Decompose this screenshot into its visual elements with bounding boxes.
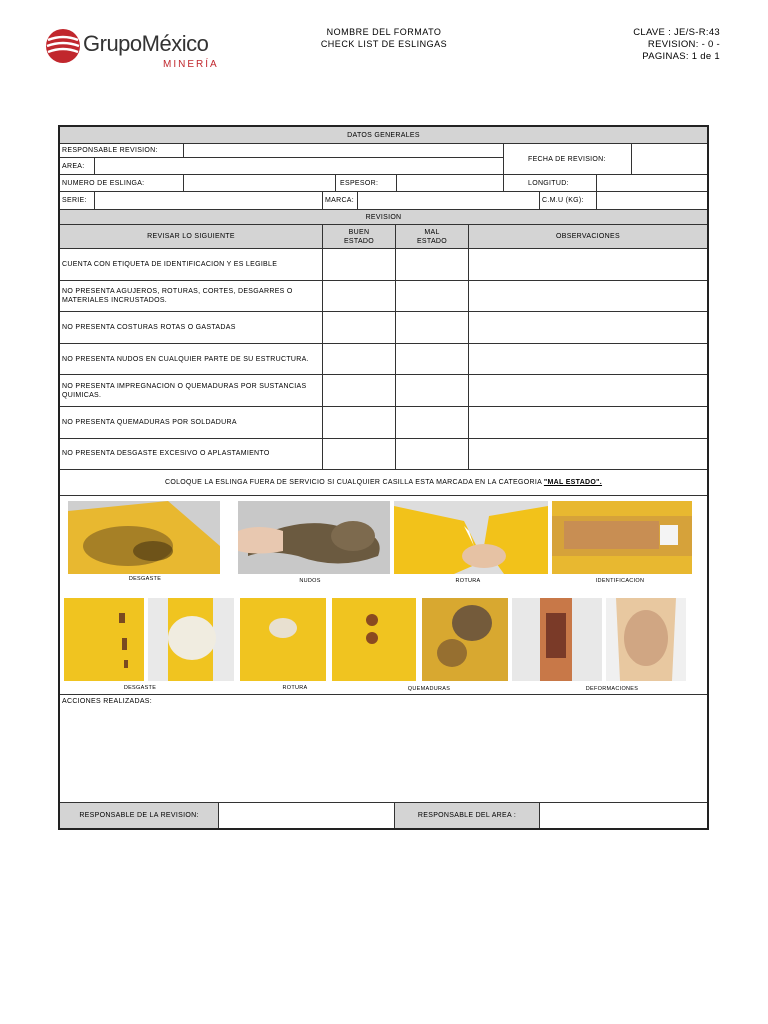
checklist-item: NO PRESENTA IMPREGNACION O QUEMADURAS POR SUSTANCIAS QUIMICAS. [60, 374, 322, 406]
checkbox-mal-estado[interactable] [395, 374, 468, 406]
caption-identificacion: IDENTIFICACION [595, 578, 645, 584]
photo-deformaciones-b [606, 598, 686, 681]
out-of-service-notice [60, 469, 707, 495]
fecha-revision-field[interactable] [631, 144, 707, 174]
col-buen-estado-l1: BUEN ESTADO [343, 228, 375, 245]
col-buen-estado [322, 224, 395, 248]
caption-desgaste-1: DESGASTE [128, 576, 162, 582]
format-label: NOMBRE DEL FORMATO [326, 27, 442, 37]
observaciones-field[interactable] [468, 374, 707, 406]
photo-identificacion [552, 501, 692, 574]
photo-rotura-2a [240, 598, 326, 681]
checkbox-buen-estado[interactable] [322, 248, 395, 280]
espesor-label: ESPESOR: [335, 174, 396, 191]
caption-nudos: NUDOS [299, 578, 321, 584]
responsable-revision-label: RESPONSABLE REVISION: [60, 144, 183, 158]
checkbox-mal-estado[interactable] [395, 406, 468, 438]
observaciones-field[interactable] [468, 311, 707, 343]
notice-text: COLOQUE LA ESLINGA FUERA DE SERVICIO SI CUALQUIER CASILLA ESTA MARCADA EN LA CATEGORIA [164, 479, 544, 486]
observaciones-field[interactable] [468, 343, 707, 375]
marca-field[interactable] [357, 191, 539, 209]
acciones-label: ACCIONES REALIZADAS: [62, 698, 153, 705]
checklist-item: NO PRESENTA QUEMADURAS POR SOLDADURA [60, 406, 322, 438]
checklist-item: NO PRESENTA AGUJEROS, ROTURAS, CORTES, DESGARRES O MATERIALES INCRUSTADOS. [60, 280, 322, 312]
caption-quemaduras: QUEMADURAS [407, 686, 451, 692]
logo-brand: GrupoMéxico [83, 31, 209, 56]
photo-rotura-2b [332, 598, 416, 681]
checklist-item: NO PRESENTA DESGASTE EXCESIVO O APLASTAMIENTO [60, 438, 322, 470]
cmu-field[interactable] [596, 191, 707, 209]
area-label: AREA: [62, 162, 85, 170]
caption-rotura-2: ROTURA [282, 685, 308, 691]
page-count: PAGINAS: 1 de 1 [642, 51, 720, 62]
resp-revision-label: RESPONSABLE DE LA REVISION: [60, 802, 218, 828]
checklist-form [58, 125, 709, 830]
observaciones-field[interactable] [468, 248, 707, 280]
numero-eslinga-field[interactable] [183, 174, 335, 191]
area-field[interactable] [94, 158, 503, 174]
checkbox-buen-estado[interactable] [322, 311, 395, 343]
longitud-field[interactable] [596, 174, 707, 191]
caption-desgaste-2: DESGASTE [123, 685, 157, 691]
acciones-section[interactable] [60, 694, 707, 803]
photo-deformaciones-a [512, 598, 602, 681]
photo-desgaste-1 [68, 501, 220, 574]
col-mal-estado [395, 224, 468, 248]
col-mal-estado-l1: MAL ESTADO [416, 228, 448, 245]
format-title: CHECK LIST DE ESLINGAS [320, 39, 448, 49]
revision-number: REVISION: - 0 - [647, 39, 720, 50]
caption-rotura-1: ROTURA [455, 578, 481, 584]
checkbox-buen-estado[interactable] [322, 406, 395, 438]
company-logo [45, 26, 225, 72]
checklist-item: NO PRESENTA COSTURAS ROTAS O GASTADAS [60, 311, 322, 343]
observaciones-field[interactable] [468, 280, 707, 312]
checkbox-mal-estado[interactable] [395, 248, 468, 280]
doc-code [560, 27, 720, 63]
checkbox-mal-estado[interactable] [395, 343, 468, 375]
col-revisar: REVISAR LO SIGUIENTE [60, 224, 322, 248]
checkbox-mal-estado[interactable] [395, 280, 468, 312]
notice-emphasis: "MAL ESTADO". [543, 479, 603, 486]
resp-revision-field[interactable] [218, 802, 394, 828]
serie-label: SERIE: [60, 191, 94, 209]
checkbox-mal-estado[interactable] [395, 311, 468, 343]
resp-area-field[interactable] [539, 802, 707, 828]
photo-nudos [238, 501, 390, 574]
checkbox-mal-estado[interactable] [395, 438, 468, 470]
resp-area-label: RESPONSABLE DEL AREA : [394, 802, 539, 828]
checklist-item: CUENTA CON ETIQUETA DE IDENTIFICACION Y ES LEGIBLE [60, 248, 322, 280]
serie-field[interactable] [94, 191, 322, 209]
checkbox-buen-estado[interactable] [322, 438, 395, 470]
photo-area [60, 495, 707, 695]
numero-eslinga-label: NUMERO DE ESLINGA: [60, 174, 183, 191]
longitud-label: LONGITUD: [503, 174, 596, 191]
responsable-revision-field[interactable] [183, 144, 503, 158]
caption-deformaciones: DEFORMACIONES [585, 686, 639, 692]
checkbox-buen-estado[interactable] [322, 343, 395, 375]
col-observaciones: OBSERVACIONES [468, 224, 707, 248]
marca-label: MARCA: [322, 191, 357, 209]
checkbox-buen-estado[interactable] [322, 280, 395, 312]
logo-subtitle: MINERÍA [163, 59, 219, 70]
photo-quemaduras [422, 598, 508, 681]
espesor-field[interactable] [396, 174, 503, 191]
photo-desgaste-2a [64, 598, 144, 681]
logo-mark-icon [45, 26, 81, 66]
observaciones-field[interactable] [468, 438, 707, 470]
photo-rotura-1 [394, 501, 548, 574]
photo-desgaste-2b [148, 598, 234, 681]
fecha-revision-label: FECHA DE REVISION: [503, 144, 631, 174]
observaciones-field[interactable] [468, 406, 707, 438]
clave: CLAVE : JE/S-R:43 [633, 27, 720, 38]
cmu-label: C.M.U (KG): [539, 191, 596, 209]
datos-generales-title: DATOS GENERALES [60, 127, 707, 144]
revision-title: REVISION [60, 209, 707, 224]
checkbox-buen-estado[interactable] [322, 374, 395, 406]
checklist-item: NO PRESENTA NUDOS EN CUALQUIER PARTE DE SU ESTRUCTURA. [60, 343, 322, 375]
